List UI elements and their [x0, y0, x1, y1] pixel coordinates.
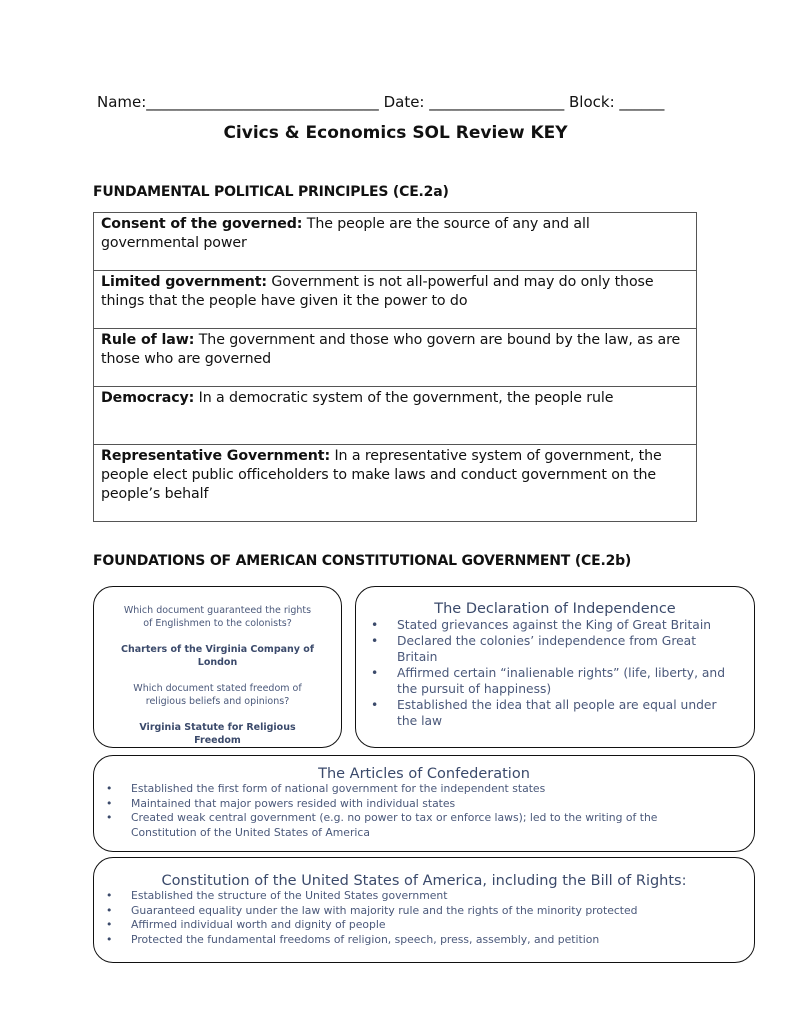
list-item: • Affirmed certain “inalienable rights” (life, liberty, and the pursuit of happiness) — [356, 665, 732, 697]
table-row — [94, 271, 697, 329]
articles-list — [94, 782, 754, 840]
answer-virginia-charters: Charters of the Virginia Company of London — [121, 644, 314, 668]
declaration-list — [356, 617, 754, 729]
list-item: • Established the idea that all people are equal under the law — [356, 697, 732, 729]
section-heading-foundations: FOUNDATIONS OF AMERICAN CONSTITUTIONAL GOVERNMENT (CE.2b) — [93, 553, 632, 569]
principle-definition: The government and those who govern are bound by the law, as are those who are governed — [101, 332, 681, 367]
list-item: • Established the structure of the United States government — [94, 889, 754, 904]
principle-term: Democracy: — [101, 390, 195, 406]
principle-term: Consent of the governed: — [101, 216, 303, 232]
list-item: • Stated grievances against the King of Great Britain — [356, 617, 732, 633]
list-item: • Declared the colonies’ independence from Great Britain — [356, 633, 732, 665]
articles-title: The Articles of Confederation — [318, 766, 530, 782]
table-row — [94, 387, 697, 445]
principle-term: Representative Government: — [101, 448, 331, 464]
principle-term: Rule of law: — [101, 332, 195, 348]
principle-definition: The people are the source of any and all governmental power — [101, 216, 590, 251]
declaration-box — [355, 586, 755, 748]
principle-definition: Government is not all-powerful and may do only those things that the people have given it the power to do — [101, 274, 654, 309]
answer-virginia-statute: Virginia Statute for Religious Freedom — [139, 722, 296, 746]
list-item: • Established the first form of national government for the independent states — [94, 782, 694, 797]
principles-table — [93, 212, 697, 522]
list-item: • Guaranteed equality under the law with majority rule and the rights of the minority protected — [94, 904, 754, 919]
virginia-documents-box — [93, 586, 342, 748]
table-row — [94, 445, 697, 522]
list-item: • Affirmed individual worth and dignity of people — [94, 918, 754, 933]
principle-definition: In a democratic system of the government, the people rule — [194, 390, 614, 406]
question-rights-of-englishmen: Which document guaranteed the rights of Englishmen to the colonists? — [123, 605, 312, 629]
constitution-box — [93, 857, 755, 963]
principle-definition: In a representative system of government, the people elect public officeholders to make laws and conduct government on the people’s behalf — [101, 448, 662, 502]
declaration-title: The Declaration of Independence — [434, 601, 676, 617]
page-title: Civics & Economics SOL Review KEY — [223, 123, 568, 143]
list-item: • Created weak central government (e.g. no power to tax or enforce laws); led to the writing of the Constitution of the United States of America — [94, 811, 694, 840]
list-item: • Maintained that major powers resided with individual states — [94, 797, 694, 812]
list-item: • Protected the fundamental freedoms of religion, speech, press, assembly, and petition — [94, 933, 754, 948]
table-row — [94, 329, 697, 387]
table-row — [94, 213, 697, 271]
constitution-list — [94, 889, 754, 947]
principle-term: Limited government: — [101, 274, 267, 290]
articles-box — [93, 755, 755, 852]
constitution-title: Constitution of the United States of America, including the Bill of Rights: — [161, 873, 687, 889]
name-date-block-line: Name:_______________________________ Date: __________________ Block: ______ — [97, 93, 665, 111]
question-religious-freedom: Which document stated freedom of religious beliefs and opinions? — [133, 683, 302, 707]
section-heading-principles: FUNDAMENTAL POLITICAL PRINCIPLES (CE.2a) — [93, 184, 449, 200]
